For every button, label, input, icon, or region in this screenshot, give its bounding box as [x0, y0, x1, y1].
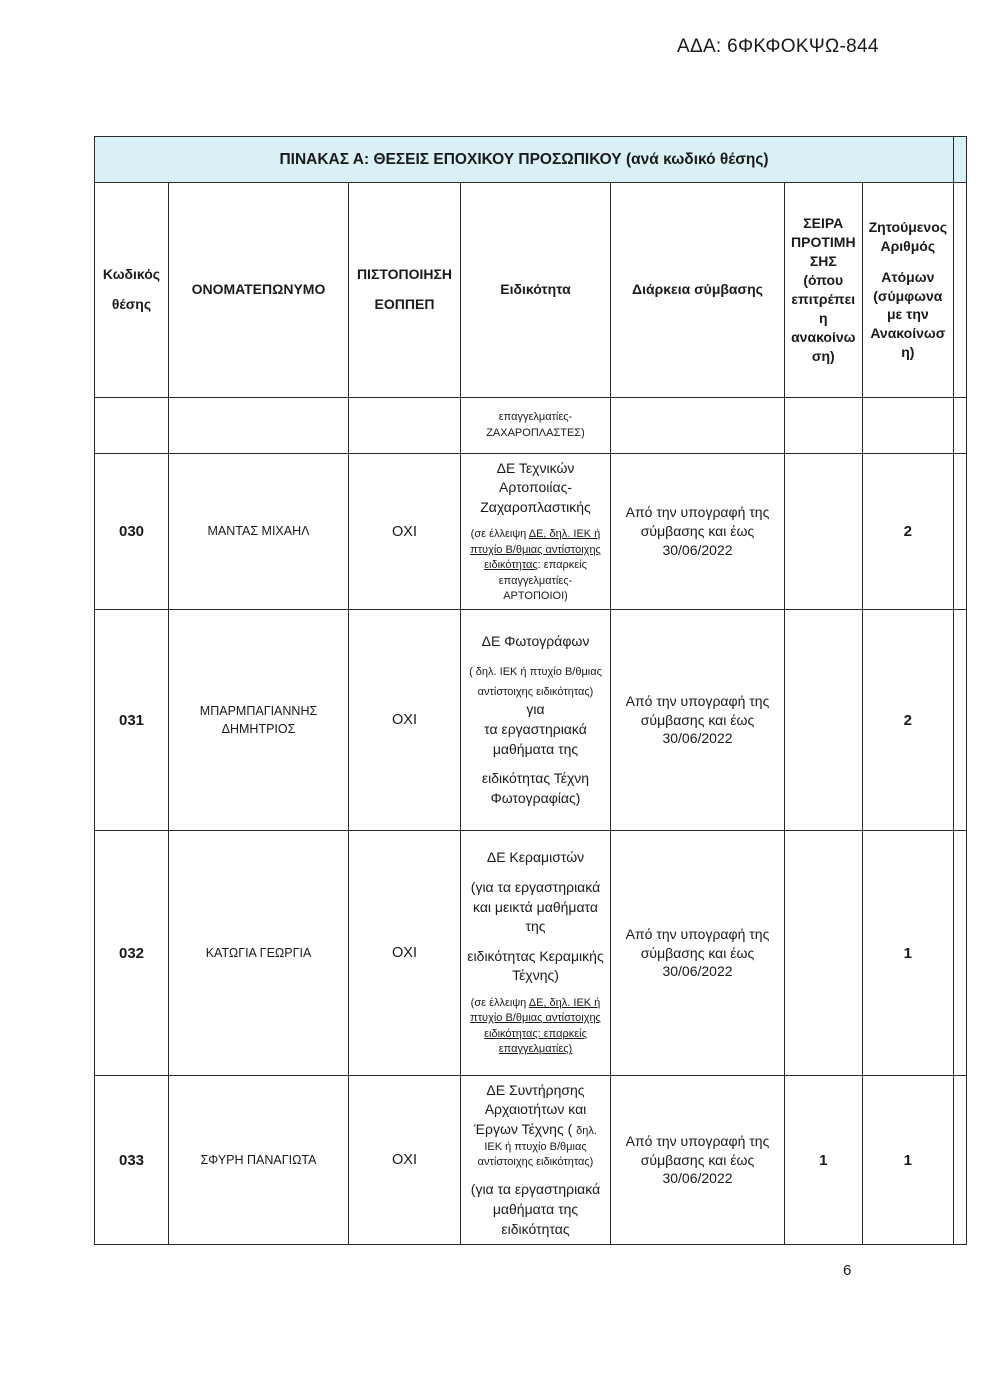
- preference-order: [785, 610, 863, 831]
- header-code: Κωδικός θέσης: [95, 183, 169, 398]
- table-title-row: [95, 137, 967, 183]
- contract-duration: Από την υπογραφή της σύμβασης και έως 30/06/2022: [611, 831, 785, 1076]
- specialty: ΔΕ Συντήρησης Αρχαιοτήτων και Έργων Τέχνης ( δηλ. ΙΕΚ ή πτυχίο Β/θμιας αντίστοιχης ειδικότητας) (για τα εργαστηριακά μαθήματα της ειδικότητας: [461, 1076, 611, 1245]
- table-row: [95, 454, 967, 610]
- position-code: 030: [95, 454, 169, 610]
- required-count: 2: [862, 454, 954, 610]
- specialty: ΔΕ Κεραμιστών (για τα εργαστηριακά και μεικτά μαθήματα της ειδικότητας Κεραμικής Τέχνης) (σε έλλειψη ΔΕ, δηλ. ΙΕΚ ή πτυχίο Β/θμιας αντίστοιχης ειδικότητας: επαρκείς επαγγελματίες): [461, 831, 611, 1076]
- contract-duration: Από την υπογραφή της σύμβασης και έως 30/06/2022: [611, 454, 785, 610]
- certification: ΟΧΙ: [349, 454, 461, 610]
- table-row: [95, 398, 967, 454]
- table-title: ΠΙΝΑΚΑΣ Α: ΘΕΣΕΙΣ ΕΠΟΧΙΚΟΥ ΠΡΟΣΩΠΙΚΟΥ (ανά κωδικό θέσης): [95, 137, 954, 183]
- contract-duration: Από την υπογραφή της σύμβασης και έως 30/06/2022: [611, 610, 785, 831]
- full-name: ΚΑΤΩΓΙΑ ΓΕΩΡΓΙΑ: [169, 831, 349, 1076]
- required-count: 2: [862, 610, 954, 831]
- specialty: ΔΕ Τεχνικών Αρτοποιίας- Ζαχαροπλαστικής (σε έλλειψη ΔΕ, δηλ. ΙΕΚ ή πτυχίο Β/θμιας αντίστοιχης ειδικότητας: επαρκείς επαγγελματίες-ΑΡΤΟΠΟΙΟΙ): [461, 454, 611, 610]
- specialty-note: (σε έλλειψη ΔΕ, δηλ. ΙΕΚ ή πτυχίο Β/θμιας αντίστοιχης ειδικότητας: επαρκείς επαγγελματίες): [470, 997, 601, 1056]
- table-row: [95, 1076, 967, 1245]
- full-name: ΜΠΑΡΜΠΑΓΙΑΝΝΗΣ ΔΗΜΗΤΡΙΟΣ: [169, 610, 349, 831]
- position-code: 033: [95, 1076, 169, 1245]
- required-count: 1: [862, 831, 954, 1076]
- certification: ΟΧΙ: [349, 610, 461, 831]
- certification: ΟΧΙ: [349, 1076, 461, 1245]
- preference-order: [785, 831, 863, 1076]
- header-row: [95, 183, 967, 398]
- header-name: ΟΝΟΜΑΤΕΠΩΝΥΜΟ: [169, 183, 349, 398]
- position-code: 032: [95, 831, 169, 1076]
- header-duration: Διάρκεια σύμβασης: [611, 183, 785, 398]
- positions-table: [94, 136, 967, 1245]
- header-specialty: Ειδικότητα: [461, 183, 611, 398]
- header-cert: ΠΙΣΤΟΠΟΙΗΣΗ ΕΟΠΠΕΠ: [349, 183, 461, 398]
- full-name: ΣΦΥΡΗ ΠΑΝΑΓΙΩΤΑ: [169, 1076, 349, 1245]
- contract-duration: Από την υπογραφή της σύμβασης και έως 30/06/2022: [611, 1076, 785, 1245]
- position-code: 031: [95, 610, 169, 831]
- ada-code: ΑΔΑ: 6ΦΚΦΟΚΨΩ-844: [677, 36, 879, 57]
- specialty-note: (σε έλλειψη ΔΕ, δηλ. ΙΕΚ ή πτυχίο Β/θμιας αντίστοιχης ειδικότητας: επαρκείς επαγγελματίες-ΑΡΤΟΠΟΙΟΙ): [470, 528, 601, 602]
- header-required: Ζητούμενος Αριθμός Ατόμων (σύμφωνα με την Ανακοίνωσ η): [862, 183, 954, 398]
- table-row: [95, 610, 967, 831]
- certification: ΟΧΙ: [349, 831, 461, 1076]
- continuation-cell: επαγγελματίες- ΖΑΧΑΡΟΠΛΑΣΤΕΣ): [461, 398, 611, 454]
- full-name: ΜΑΝΤΑΣ ΜΙΧΑΗΛ: [169, 454, 349, 610]
- preference-order: [785, 454, 863, 610]
- specialty: ΔΕ Φωτογράφων ( δηλ. ΙΕΚ ή πτυχίο Β/θμιας αντίστοιχης ειδικότητας) για τα εργαστηριακά μαθήματα της ειδικότητας Τέχνη Φωτογραφίας): [461, 610, 611, 831]
- required-count: 1: [862, 1076, 954, 1245]
- preference-order: 1: [785, 1076, 863, 1245]
- table-row: [95, 831, 967, 1076]
- header-order: ΣΕΙΡΑ ΠΡΟΤΙΜΗ ΣΗΣ (όπου επιτρέπει η ανακοίνω ση): [785, 183, 863, 398]
- page-number: 6: [843, 1262, 852, 1279]
